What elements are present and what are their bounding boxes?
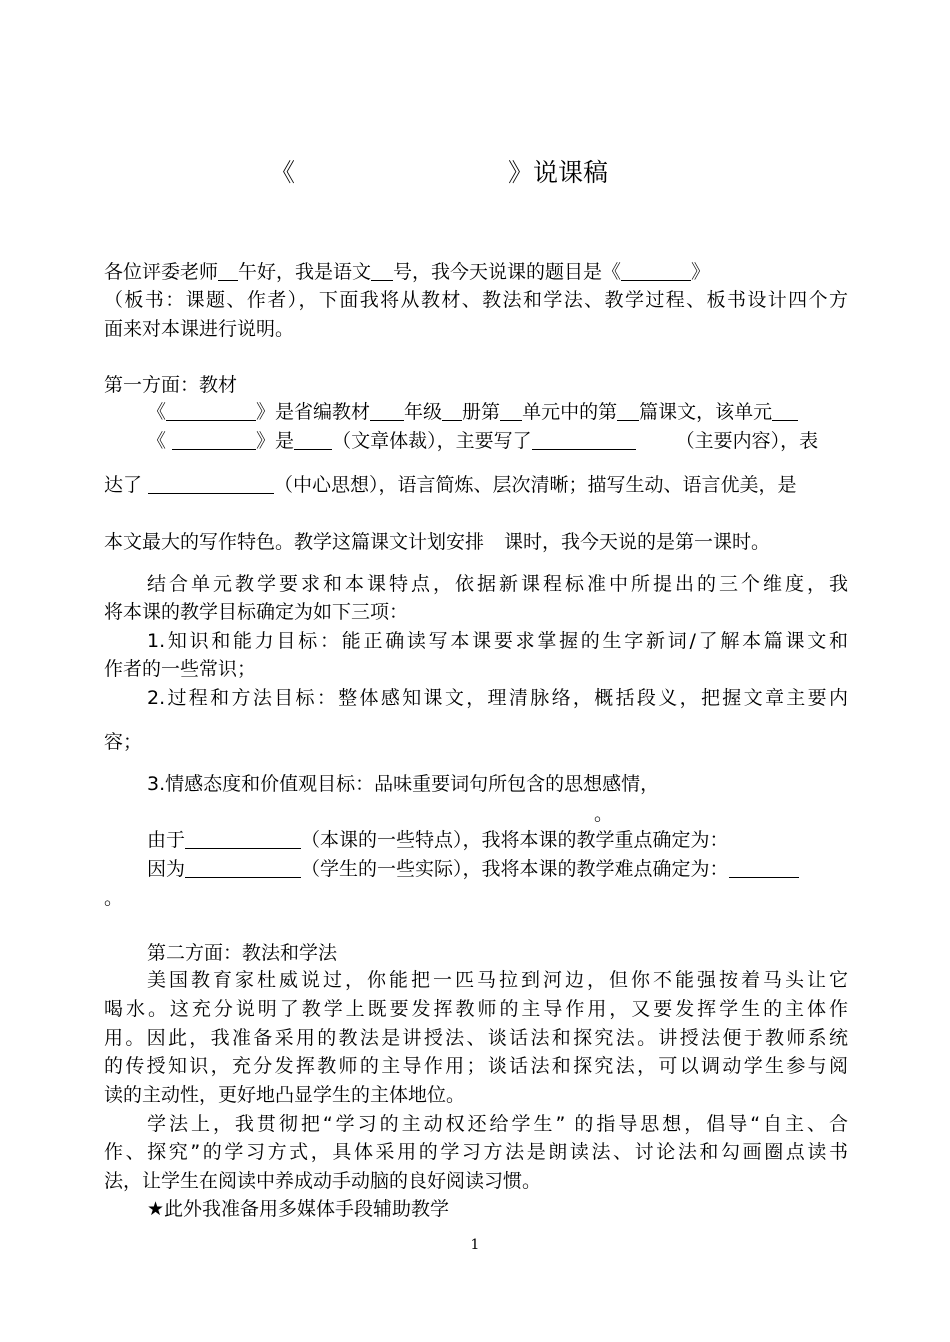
text: 课时，我今天说的是第一课时。 [504, 531, 771, 553]
textbook-line-1 [147, 399, 848, 425]
blank [148, 473, 274, 494]
text: 》是省编教材 [256, 401, 371, 423]
goal-3-end: 。 [594, 803, 614, 825]
text: （学生的一些实际），我将本课的教学难点确定为： [301, 858, 729, 880]
text: 因为 [147, 858, 186, 880]
text: 单元中的第 [522, 401, 618, 423]
goal-1-line-2: 作者的一些常识； [104, 658, 257, 680]
text: 册第 [462, 401, 501, 423]
text: （文章体裁），主要写了 [332, 430, 532, 452]
method-line-4: 的传授知识，充分发挥教师的主导作用；谈话法和探究法，可以调动学生参与阅 [104, 1055, 848, 1077]
intro-text: 号，我今天说课的题目是《 [393, 261, 622, 283]
intro-text: 各位评委老师 [104, 261, 219, 283]
difficulty-end: 。 [104, 887, 124, 909]
text: 》是 [256, 430, 295, 452]
goals-intro-line-2: 将本课的教学目标确定为如下三项： [104, 601, 409, 623]
blank [371, 260, 393, 281]
goal-2-line-2: 容； [104, 731, 143, 753]
blank [370, 400, 404, 421]
key-point-line [147, 827, 848, 853]
blank [500, 400, 522, 421]
text: 达了 [104, 474, 149, 496]
blank [166, 400, 256, 421]
document-title [0, 158, 950, 188]
title-close-text: 》说课稿 [508, 158, 609, 187]
study-line-3: 法，让学生在阅读中养成动手动脑的良好阅读习惯。 [104, 1170, 542, 1192]
blank [185, 828, 301, 849]
blank [218, 260, 238, 281]
intro-line-2: （板书：课题、作者），下面我将从教材、教法和学法、教学过程、板书设计四个方 [104, 289, 848, 311]
text: （主要内容），表 [675, 430, 819, 452]
blank [172, 429, 256, 450]
blank [294, 429, 332, 450]
text: 年级 [404, 401, 443, 423]
text: 篇课文，该单元 [639, 401, 773, 423]
text: 《 [147, 430, 173, 452]
method-line-3: 用。因此，我准备采用的教法是讲授法、谈话法和探究法。讲授法便于教师系统 [104, 1027, 848, 1049]
goal-3-line: 3.情感态度和价值观目标：品味重要词句所包含的思想感情， [147, 773, 660, 795]
multimedia-line: ★此外我准备用多媒体手段辅助教学 [147, 1198, 450, 1220]
intro-line-3: 面来对本课进行说明。 [104, 318, 295, 340]
blank [442, 400, 462, 421]
page-number: 1 [470, 1237, 480, 1253]
textbook-line-3 [104, 472, 848, 498]
text: 由于 [147, 829, 186, 851]
goal-2-line-1: 2.过程和方法目标：整体感知课文，理清脉络，概括段义，把握文章主要内 [147, 687, 848, 709]
blank [185, 857, 301, 878]
method-line-1: 美国教育家杜威说过，你能把一匹马拉到河边，但你不能强按着马头让它 [147, 969, 848, 991]
method-line-5: 读的主动性，更好地凸显学生的主体地位。 [104, 1084, 466, 1106]
text: 《 [147, 401, 167, 423]
blank [617, 400, 639, 421]
text: 本文最大的写作特色。教学这篇课文计划安排 [104, 531, 485, 553]
intro-text: 午好，我是语文 [238, 261, 372, 283]
textbook-line-4 [104, 529, 848, 555]
intro-line-1 [104, 259, 848, 285]
text: （中心思想），语言简炼、层次清晰；描写生动、语言优美，是 [274, 474, 797, 496]
intro-text: 》 [691, 261, 711, 283]
goals-intro-line-1: 结合单元教学要求和本课特点，依据新课程标准中所提出的三个维度，我 [147, 573, 848, 595]
goal-1-line-1: 1.知识和能力目标：能正确读写本课要求掌握的生字新词/了解本篇课文和 [147, 630, 848, 652]
textbook-line-2 [147, 428, 848, 454]
method-line-2: 喝水。这充分说明了教学上既要发挥教师的主导作用，又要发挥学生的主体作 [104, 998, 848, 1020]
text: （本课的一些特点），我将本课的教学重点确定为： [301, 829, 729, 851]
blank [772, 400, 798, 421]
blank [532, 429, 636, 450]
section1-heading: 第一方面：教材 [104, 374, 238, 396]
section2-heading: 第二方面：教法和学法 [147, 942, 338, 964]
title-open-bracket: 《 [270, 158, 296, 187]
difficulty-line [147, 856, 848, 882]
study-line-2: 作、探究”的学习方式，具体采用的学习方法是朗读法、讨论法和勾画圈点读书 [104, 1141, 848, 1163]
blank [621, 260, 691, 281]
blank [729, 857, 799, 878]
study-line-1: 学法上，我贯彻把“学习的主动权还给学生” 的指导思想，倡导“自主、合 [147, 1113, 848, 1135]
